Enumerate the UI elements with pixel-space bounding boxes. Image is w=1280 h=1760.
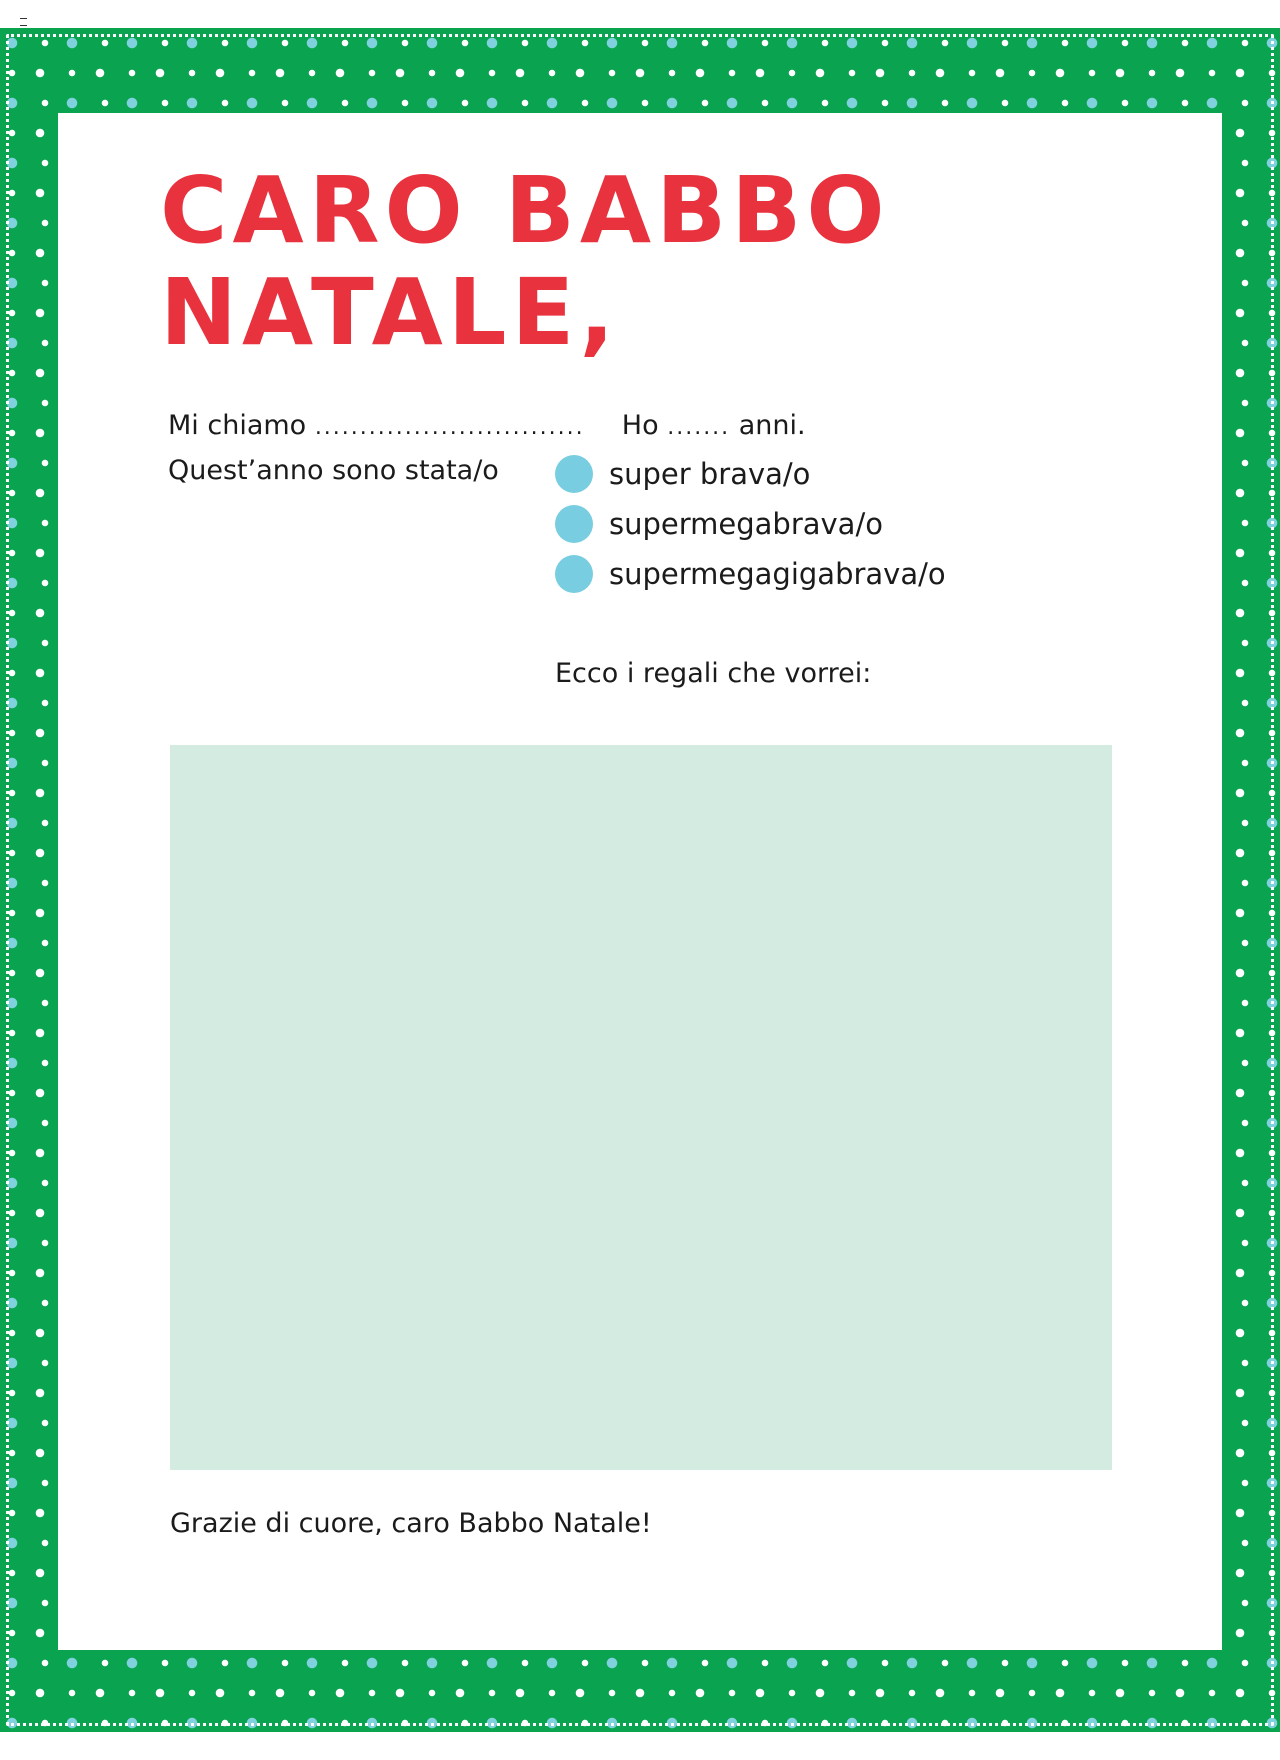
age-suffix: anni. xyxy=(738,410,806,441)
option-label: supermegabrava/o xyxy=(609,507,883,541)
checkbox-circle[interactable] xyxy=(555,555,593,593)
closing-text: Grazie di cuore, caro Babbo Natale! xyxy=(170,1508,652,1539)
name-blank[interactable]: .............................. xyxy=(314,415,585,440)
option-label: super brava/o xyxy=(609,457,811,491)
option-supermegagigabrava[interactable] xyxy=(555,555,946,593)
option-supermegabrava[interactable] xyxy=(555,505,883,543)
age-blank[interactable]: ....... xyxy=(667,415,731,440)
letter-title: CARO BABBO NATALE, xyxy=(160,157,890,366)
name-label: Mi chiamo xyxy=(168,410,307,441)
age-label: Ho xyxy=(621,410,659,441)
gifts-intro: Ecco i regali che vorrei: xyxy=(555,658,872,689)
option-super-brava[interactable] xyxy=(555,455,810,493)
checkbox-circle[interactable] xyxy=(555,455,593,493)
gift-list-area[interactable] xyxy=(170,745,1112,1470)
page-marker xyxy=(20,18,27,26)
option-label: supermegagigabrava/o xyxy=(609,557,946,591)
behavior-label: Quest’anno sono stata/o xyxy=(168,455,499,486)
checkbox-circle[interactable] xyxy=(555,505,593,543)
name-age-line xyxy=(168,410,806,441)
